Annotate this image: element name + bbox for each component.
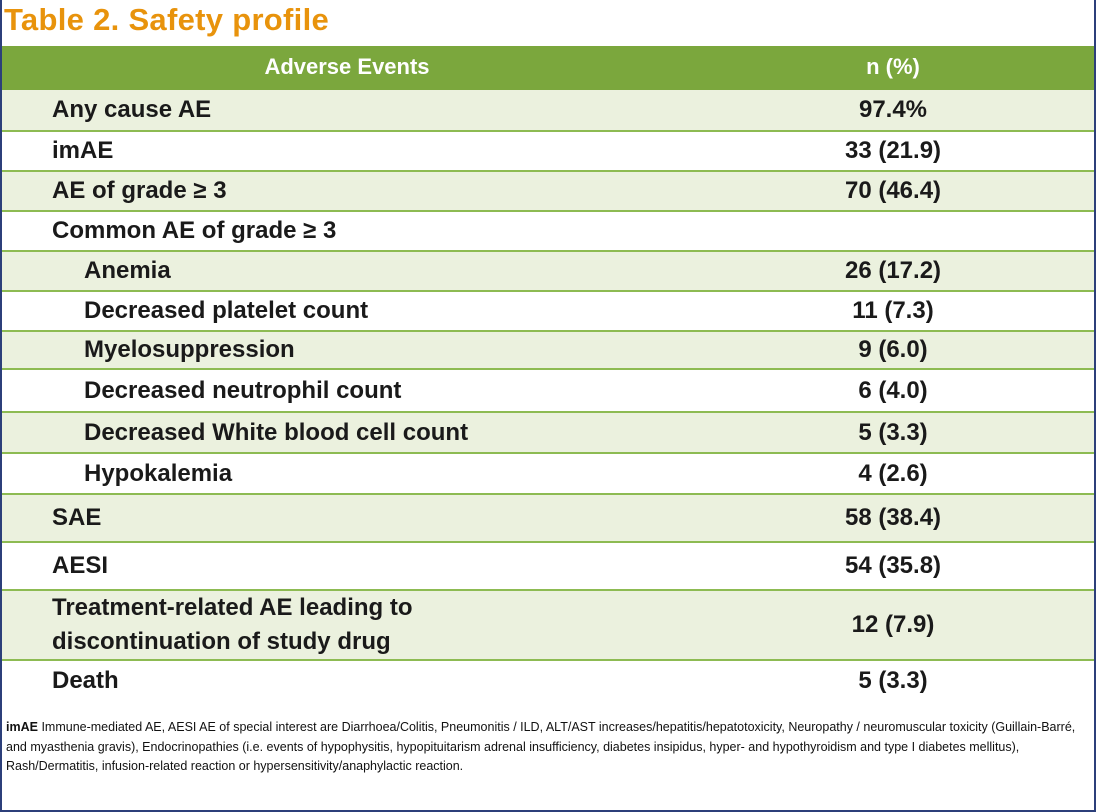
table-row	[2, 494, 1094, 542]
row-label: Death	[2, 660, 692, 700]
footnote-text: Immune-mediated AE, AESI AE of special interest are Diarrhoea/Colitis, Pneumonitis / ILD, ALT/AST increases/hepatitis/hepatotoxicity, Neuropathy / neuromuscular toxicity (Guillain-Barré, and myasthenia gravis), Endocrinopathies (i.e. events of hypophysitis, hypopituitarism adrenal insufficiency, diabetes insipidus, hyper- and hypothyroidism and type I diabetes mellitus), Rash/Dermatitis, infusion-related reaction or hypersensitivity/anaphylactic reaction.	[6, 720, 1076, 773]
footnote	[6, 718, 1090, 777]
table-row	[2, 171, 1094, 211]
row-label: Anemia	[2, 251, 692, 291]
table-row	[2, 660, 1094, 700]
table-row	[2, 331, 1094, 369]
row-label: Hypokalemia	[2, 453, 692, 494]
row-value: 12 (7.9)	[692, 590, 1094, 660]
row-value: 5 (3.3)	[692, 412, 1094, 453]
row-label: imAE	[2, 131, 692, 171]
row-value: 58 (38.4)	[692, 494, 1094, 542]
row-value: 33 (21.9)	[692, 131, 1094, 171]
row-label: Common AE of grade ≥ 3	[2, 211, 692, 251]
row-value: 4 (2.6)	[692, 453, 1094, 494]
row-label: SAE	[2, 494, 692, 542]
table-title: Table 2. Safety profile	[4, 2, 330, 37]
row-label: Decreased platelet count	[2, 291, 692, 331]
row-label: Any cause AE	[2, 89, 692, 131]
row-value: 54 (35.8)	[692, 542, 1094, 590]
table-body	[2, 89, 1094, 700]
table-row	[2, 291, 1094, 331]
column-header-adverse-events: Adverse Events	[2, 46, 692, 89]
table-row	[2, 542, 1094, 590]
row-label: Decreased neutrophil count	[2, 369, 692, 412]
row-value: 70 (46.4)	[692, 171, 1094, 211]
row-label: Decreased White blood cell count	[2, 412, 692, 453]
row-value: 9 (6.0)	[692, 331, 1094, 369]
table-row	[2, 369, 1094, 412]
row-value: 26 (17.2)	[692, 251, 1094, 291]
row-value	[692, 211, 1094, 251]
table-row	[2, 251, 1094, 291]
row-label: AE of grade ≥ 3	[2, 171, 692, 211]
footnote-abbreviation: imAE	[6, 720, 38, 734]
row-value: 11 (7.3)	[692, 291, 1094, 331]
safety-table	[2, 46, 1094, 700]
row-value: 97.4%	[692, 89, 1094, 131]
row-label-line: discontinuation of study drug	[52, 628, 391, 655]
table-row	[2, 412, 1094, 453]
column-header-n-percent: n (%)	[692, 46, 1094, 89]
row-label	[2, 590, 692, 660]
table-row	[2, 590, 1094, 660]
row-value: 6 (4.0)	[692, 369, 1094, 412]
table-row	[2, 453, 1094, 494]
table-row	[2, 211, 1094, 251]
table-row	[2, 89, 1094, 131]
row-value: 5 (3.3)	[692, 660, 1094, 700]
row-label: Myelosuppression	[2, 331, 692, 369]
row-label: AESI	[2, 542, 692, 590]
table-row	[2, 131, 1094, 171]
header-row	[2, 46, 1094, 89]
row-label-line: Treatment-related AE leading to	[52, 594, 413, 621]
